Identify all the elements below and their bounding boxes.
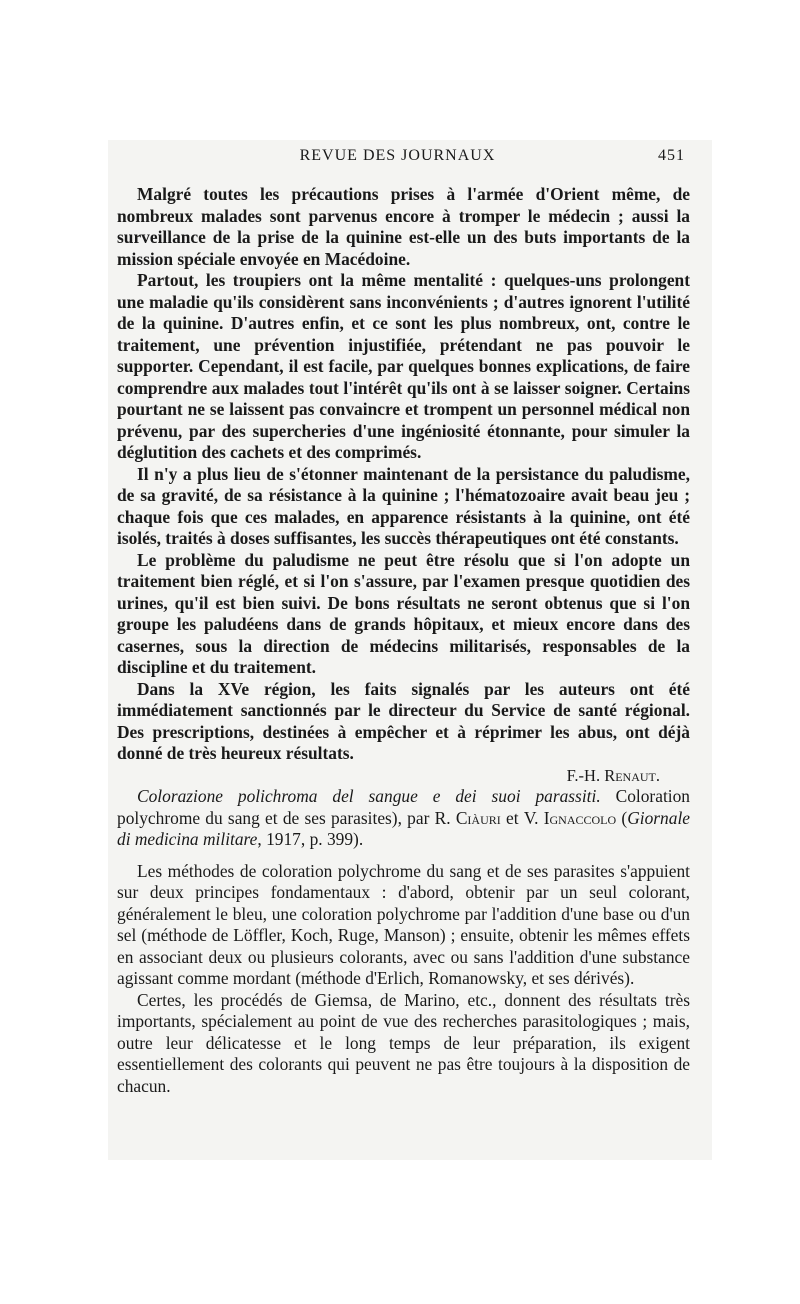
article-renaut (117, 184, 690, 786)
paragraph: Le problème du paludisme ne peut être résolu que si l'on adopte un traitement bien réglé, et si l'on s'assure, par l'examen presque quotidien des urines, qu'il est bien suivi. De bons résultats ne seront obtenus que si l'on groupe les paludéens dans de grands hôpitaux, et mieux encore dans des casernes, sous la direction de médecins militarisés, responsables de la discipline et du traitement. (117, 549, 690, 677)
running-title: REVUE DES JOURNAUX (299, 147, 496, 164)
signature-surname: Renaut. (604, 765, 660, 785)
citation-conjunction: et (506, 807, 519, 828)
paragraph: Partout, les troupiers ont la même mentalité : quelques-uns prolongent une maladie qu'ils considèrent sans inconvénients ; d'autres ignorent l'utilité de la quinine. D'autres enfin, et ce sont les plus nombreux, ont, contre le traitement, une prévention injustifiée, prétendant ne pas pouvoir le supporter. Cependant, il est facile, par quelques bonnes explications, de faire comprendre aux malades tout l'intérêt qu'ils ont à se laisser soigner. Certains pourtant ne se laissent pas convaincre et trompent un personnel médical non prévenu, par des supercheries d'une ingéniosité étonnante, pour simuler la déglutition des cachets et des comprimés. (117, 270, 690, 462)
page-header (110, 147, 685, 171)
article-coloration (117, 861, 690, 1098)
citation-year-pages: 1917, p. 399). (266, 829, 364, 849)
journal-name: Giornale di medicina militare (117, 807, 690, 849)
page-number: 451 (658, 147, 685, 164)
article-title: Colorazione polichroma del sangue e dei suoi parassiti. (137, 786, 601, 806)
author-signature (117, 765, 690, 787)
paragraph: Dans la XVe région, les faits signalés par les auteurs ont été immédiatement sanctionnés par le directeur du Service de santé régional. Des prescriptions, destinées à empêcher et à réprimer les abus, ont déjà donné de très heureux résultats. (117, 678, 690, 763)
paragraph: Malgré toutes les précautions prises à l'armée d'Orient même, de nombreux malades sont parvenus encore à tromper le médecin ; aussi la surveillance de la prise de la quinine est-elle un des buts importants de la mission spéciale envoyée en Macédoine. (117, 184, 690, 269)
page-body (117, 184, 690, 1097)
paragraph: Il n'y a plus lieu de s'étonner maintenant de la persistance du paludisme, de sa gravité, de sa résistance à la quinine ; l'hématozoaire avait beau jeu ; chaque fois que ces malades, en apparence résistants à la quinine, ont été isolés, traités à doses suffisantes, les succès thérapeutiques ont été constants. (117, 463, 690, 548)
signature-initials: F.-H. (566, 765, 601, 785)
paragraph: Certes, les procédés de Giemsa, de Marino, etc., donnent des résultats très importants, spécialement au point de vue des recherches parasitologiques ; mais, outre leur délicatesse et le long temps de leur préparation, ils exigent essentiellement des colorants qui peuvent ne pas être toujours à la disposition de chacun. (117, 989, 690, 1096)
author-ciauri: R. Ciàuri (434, 807, 501, 828)
paragraph: Les méthodes de coloration polychrome du sang et de ses parasites s'appuient sur deux principes fondamentaux : d'abord, obtenir par un seul colorant, généralement le bleu, une coloration polychrome par l'addition d'une base ou d'un sel (méthode de Löffler, Koch, Ruge, Manson) ; ensuite, obtenir les mêmes effets en associant deux ou plusieurs colorants, avec ou sans l'addition d'une substance agissant comme mordant (méthode d'Erlich, Romanowsky, et ses dérivés). (117, 860, 690, 988)
article-translation: Coloration polychrome du sang et de ses parasites), par (117, 786, 690, 828)
author-ignaccolo: V. Ignaccolo (523, 807, 617, 828)
article-citation: Colorazione polichroma del sangue e dei suoi parassiti. Coloration polychrome du sang et de ses parasites), par R. Ciàuri et V. Ignaccolo (Giornale di medicina militare, 1917, p. 399). (117, 786, 690, 849)
